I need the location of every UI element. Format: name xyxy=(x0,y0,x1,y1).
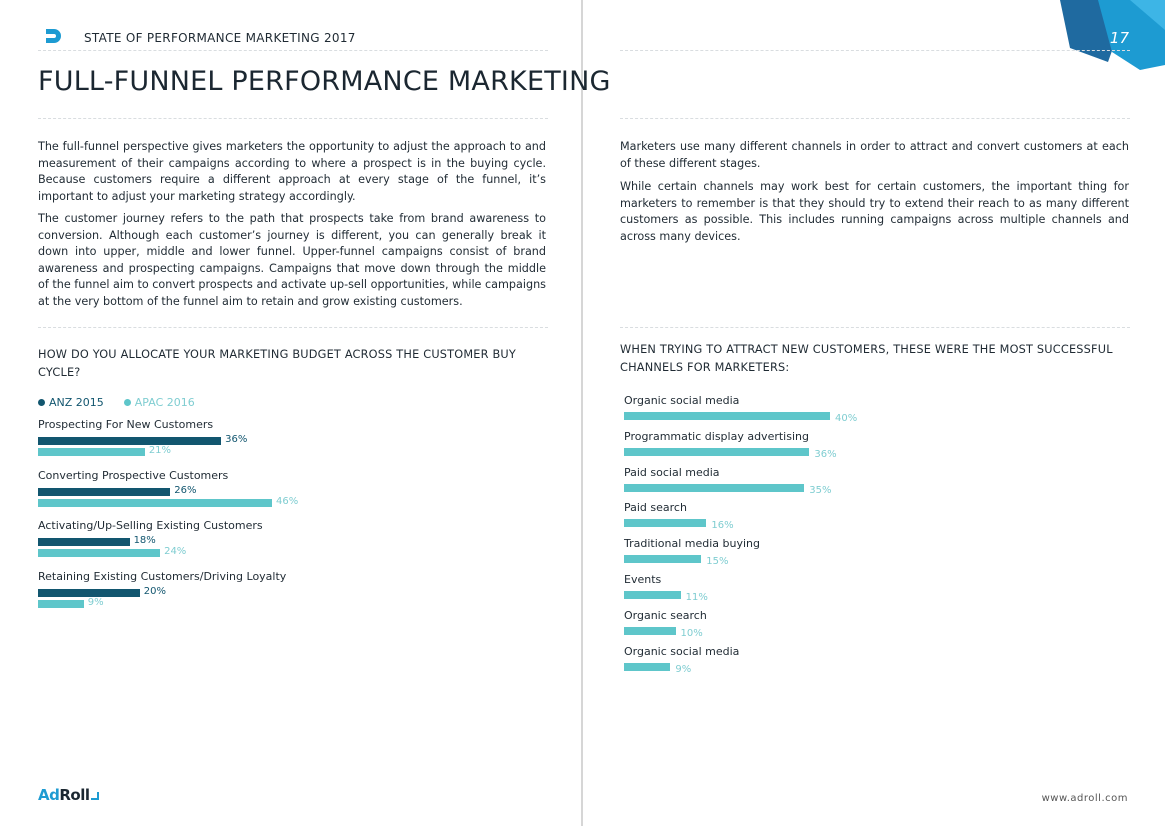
channel-category-label: Traditional media buying xyxy=(624,537,761,551)
channel-bar xyxy=(624,519,706,527)
logo-text-ad: Ad xyxy=(38,786,60,804)
page-fold xyxy=(581,0,583,826)
legend-dot-apac xyxy=(124,399,131,406)
header-divider-left xyxy=(38,50,548,51)
right-paragraph-2: While certain channels may work best for certain customers, the important thing for marketers to remember is that they should try to extend their reach to as many different customers as possible. This includes running campaigns across multiple channels and across many devices. xyxy=(620,180,1129,243)
channel-category-label: Organic search xyxy=(624,608,707,622)
budget-value-label-anz: 20% xyxy=(143,586,166,598)
channel-category-label: Events xyxy=(624,573,662,586)
channel-value-label: 35% xyxy=(809,484,832,496)
report-title: STATE OF PERFORMANCE MARKETING 2017 xyxy=(84,31,356,45)
adroll-mark-icon xyxy=(44,28,62,46)
budget-value-label-anz: 18% xyxy=(133,535,156,547)
legend-dot-anz xyxy=(38,399,45,406)
channel-bar xyxy=(624,484,804,492)
channel-value-label: 9% xyxy=(675,663,692,675)
right-paragraph-1: Marketers use many different channels in order to attract and convert customers at each of these different stages. xyxy=(620,140,1129,170)
channel-value-label: 15% xyxy=(706,556,729,568)
channel-value-label: 36% xyxy=(814,448,837,460)
channel-category-label: Organic social media xyxy=(624,394,740,407)
title-divider-right xyxy=(620,118,1130,119)
budget-bar-anz xyxy=(38,589,140,597)
channel-value-label: 40% xyxy=(835,413,858,424)
channel-bar xyxy=(624,663,670,671)
logo-text-roll: Roll xyxy=(59,786,90,804)
legend-label-apac: APAC 2016 xyxy=(134,396,195,409)
budget-bar-apac xyxy=(38,448,145,456)
legend-item-apac xyxy=(124,396,195,409)
budget-chart-legend xyxy=(38,396,195,409)
page-number: 17 xyxy=(1109,29,1129,47)
channel-category-label: Paid search xyxy=(624,501,687,515)
channel-bar xyxy=(624,627,676,635)
legend-label-anz: ANZ 2015 xyxy=(49,396,104,409)
budget-bar-apac xyxy=(38,549,160,557)
budget-value-label-anz: 26% xyxy=(174,484,197,496)
channel-value-label: 11% xyxy=(685,592,708,603)
channel-bar xyxy=(624,412,830,420)
channel-category-label: Programmatic display advertising xyxy=(624,429,809,443)
budget-category-label: Activating/Up-Selling Existing Customers xyxy=(38,519,263,533)
channel-category-label: Organic social media xyxy=(624,644,740,658)
header-divider-right xyxy=(620,50,1130,51)
footer-url: www.adroll.com xyxy=(1041,793,1128,804)
channel-bar xyxy=(624,591,681,599)
channel-bar xyxy=(624,555,701,563)
budget-value-label-apac: 24% xyxy=(164,546,187,558)
chart-divider-right xyxy=(620,327,1130,328)
budget-category-label: Prospecting For New Customers xyxy=(38,418,214,431)
channel-category-label: Paid social media xyxy=(624,465,720,479)
budget-bar-anz xyxy=(38,488,170,496)
budget-bar-anz xyxy=(38,538,130,546)
budget-chart-title: HOW DO YOU ALLOCATE YOUR MARKETING BUDGET ACROSS THE CUSTOMER BUY CYCLE? xyxy=(38,348,516,379)
budget-value-label-anz: 36% xyxy=(225,434,248,445)
title-divider-left xyxy=(38,118,548,119)
chart-divider-left xyxy=(38,327,548,328)
channel-value-label: 10% xyxy=(680,627,703,639)
adroll-logo xyxy=(38,786,99,804)
budget-value-label-apac: 46% xyxy=(276,495,299,507)
budget-value-label-apac: 9% xyxy=(87,597,104,609)
logo-corner-icon xyxy=(91,792,99,800)
budget-category-label: Retaining Existing Customers/Driving Loyalty xyxy=(38,570,287,584)
left-paragraph-1: The full-funnel perspective gives marketers the opportunity to adjust the approach to and measurement of their campaigns according to where a prospect is in the buying cycle. Because customers require a different approach at every stage of the funnel, it’s important to adjust your marketing strategy accordingly. xyxy=(38,140,546,203)
budget-category-label: Converting Prospective Customers xyxy=(38,468,229,482)
legend-item-anz xyxy=(38,396,104,409)
channel-value-label: 16% xyxy=(711,520,734,532)
budget-bar-apac xyxy=(38,600,84,608)
section-title: FULL-FUNNEL PERFORMANCE MARKETING xyxy=(38,66,611,97)
left-paragraph-2: The customer journey refers to the path that prospects take from brand awareness to conversion. Although each customer’s journey is different, you can generally break it down into upper, middle and lower funnel. Upper-funnel campaigns consist of brand awareness and prospecting campaigns. Campaigns that move down through the middle of the funnel aim to convert prospects and activate up-sell opportunities, while campaigns at the very bottom of the funnel aim to retain and grow existing customers. xyxy=(38,212,546,308)
budget-bar-anz xyxy=(38,437,221,445)
budget-bar-apac xyxy=(38,499,272,507)
channels-chart-title: WHEN TRYING TO ATTRACT NEW CUSTOMERS, THESE WERE THE MOST SUCCESSFUL CHANNELS FOR MARKETERS: xyxy=(620,343,1113,374)
budget-value-label-apac: 21% xyxy=(148,445,172,456)
channel-bar xyxy=(624,448,809,456)
